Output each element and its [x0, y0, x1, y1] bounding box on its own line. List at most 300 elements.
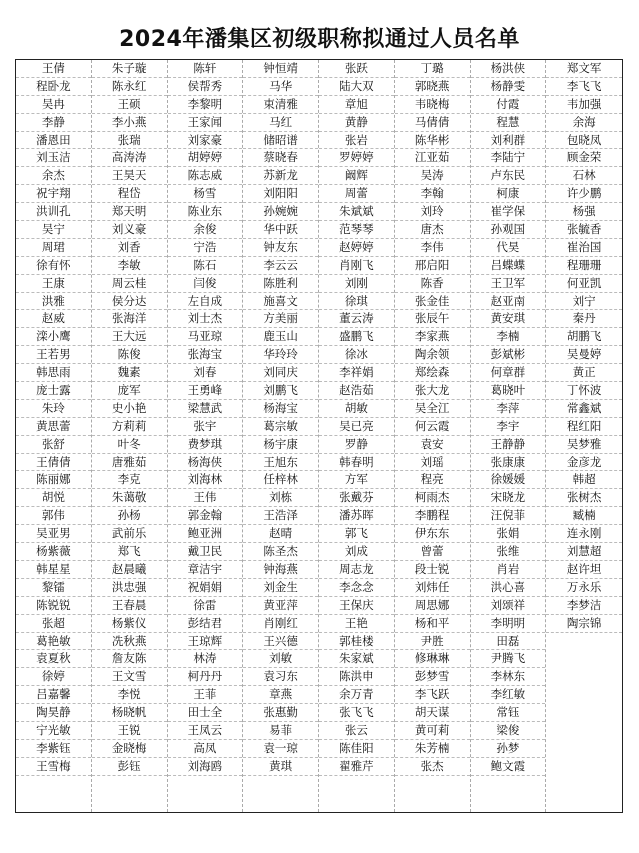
name-cell: 黄亚萍	[243, 597, 318, 615]
name-cell: 刘玲	[395, 203, 470, 221]
name-cell: 刘海林	[168, 471, 243, 489]
name-column	[168, 60, 244, 812]
name-cell: 储昭谱	[243, 132, 318, 150]
name-cell: 罗婷婷	[319, 149, 394, 167]
name-cell: 郭晓燕	[395, 78, 470, 96]
name-cell: 伊东东	[395, 525, 470, 543]
name-cell: 柯雨杰	[395, 489, 470, 507]
name-cell: 李云云	[243, 257, 318, 275]
name-cell: 张宇	[168, 418, 243, 436]
name-cell: 李悦	[92, 686, 167, 704]
name-cell: 刘鹏飞	[243, 382, 318, 400]
name-cell: 葛宗敏	[243, 418, 318, 436]
name-cell: 余海	[546, 114, 622, 132]
name-cell: 尹腾飞	[471, 650, 546, 668]
name-cell: 杨紫仪	[92, 615, 167, 633]
name-cell: 张康康	[471, 454, 546, 472]
name-cell: 唐雅茹	[92, 454, 167, 472]
name-cell: 李念念	[319, 579, 394, 597]
name-cell: 余万青	[319, 686, 394, 704]
name-cell: 蔡晓春	[243, 149, 318, 167]
name-cell: 陈胜利	[243, 275, 318, 293]
name-cell: 吴冉	[16, 96, 91, 114]
name-cell: 修琳琳	[395, 650, 470, 668]
name-cell: 郭伟	[16, 507, 91, 525]
name-cell: 吴梦雅	[546, 436, 622, 454]
name-cell: 李萍	[471, 400, 546, 418]
name-cell: 束清雅	[243, 96, 318, 114]
name-cell: 张树杰	[546, 489, 622, 507]
name-cell: 杨紫薇	[16, 543, 91, 561]
name-cell: 杨海宝	[243, 400, 318, 418]
name-cell: 陈石	[168, 257, 243, 275]
name-column	[319, 60, 395, 812]
name-cell: 刘刚	[319, 275, 394, 293]
name-cell: 刘瑶	[395, 454, 470, 472]
name-cell: 郭桂楼	[319, 633, 394, 651]
name-cell: 梁慧武	[168, 400, 243, 418]
name-cell: 鲍亚洲	[168, 525, 243, 543]
name-cell: 黄思蕾	[16, 418, 91, 436]
name-cell: 易菲	[243, 722, 318, 740]
name-cell: 张海洋	[92, 310, 167, 328]
name-cell: 金彦龙	[546, 454, 622, 472]
name-cell: 钟恒靖	[243, 60, 318, 78]
name-column	[243, 60, 319, 812]
name-cell: 程亮	[395, 471, 470, 489]
name-cell: 彭梦雪	[395, 668, 470, 686]
name-list-table	[15, 59, 623, 813]
name-cell: 崔学保	[471, 203, 546, 221]
name-cell: 韦加强	[546, 96, 622, 114]
name-cell: 王若男	[16, 346, 91, 364]
name-cell: 高凤	[168, 740, 243, 758]
name-cell: 陈佳阳	[319, 740, 394, 758]
name-cell: 张云	[319, 722, 394, 740]
name-cell: 刘慧超	[546, 543, 622, 561]
name-cell: 刘玉洁	[16, 149, 91, 167]
name-cell: 刘同庆	[243, 364, 318, 382]
name-cell: 张戴芬	[319, 489, 394, 507]
name-cell: 杨宇康	[243, 436, 318, 454]
name-cell: 丁怀波	[546, 382, 622, 400]
name-cell: 王家闻	[168, 114, 243, 132]
name-cell: 肖刚红	[243, 615, 318, 633]
name-cell: 胡鹏飞	[546, 328, 622, 346]
name-cell: 郑天明	[92, 203, 167, 221]
name-cell: 何章群	[471, 364, 546, 382]
name-cell: 李紫钰	[16, 740, 91, 758]
name-cell: 程慧	[471, 114, 546, 132]
name-cell: 董云涛	[319, 310, 394, 328]
name-cell: 华玲玲	[243, 346, 318, 364]
name-cell: 盛鹏飞	[319, 328, 394, 346]
name-cell: 王文雪	[92, 668, 167, 686]
name-cell: 徐琪	[319, 293, 394, 311]
name-cell: 刘家豪	[168, 132, 243, 150]
name-cell: 陈香	[395, 275, 470, 293]
name-cell: 洪心喜	[471, 579, 546, 597]
name-cell: 徐媛媛	[471, 471, 546, 489]
name-cell: 张舒	[16, 436, 91, 454]
name-cell: 葛艳敏	[16, 633, 91, 651]
name-cell: 朱芳楠	[395, 740, 470, 758]
name-cell: 吕嘉馨	[16, 686, 91, 704]
name-column	[546, 60, 622, 812]
name-cell: 李飞跃	[395, 686, 470, 704]
name-cell: 吴宁	[16, 221, 91, 239]
name-cell: 张海宝	[168, 346, 243, 364]
name-cell: 阚辉	[319, 167, 394, 185]
name-cell: 赵许坦	[546, 561, 622, 579]
name-cell: 何云霞	[395, 418, 470, 436]
name-cell: 刘利群	[471, 132, 546, 150]
name-cell: 陆大双	[319, 78, 394, 96]
name-cell: 徐有怀	[16, 257, 91, 275]
name-cell: 罗静	[319, 436, 394, 454]
name-cell: 李黎明	[168, 96, 243, 114]
name-cell: 王琼辉	[168, 633, 243, 651]
name-cell: 戴卫民	[168, 543, 243, 561]
name-column	[92, 60, 168, 812]
name-cell: 杨海侠	[168, 454, 243, 472]
name-cell: 王旭东	[243, 454, 318, 472]
name-cell: 周云桂	[92, 275, 167, 293]
name-cell: 杨雪	[168, 185, 243, 203]
name-cell: 陈轩	[168, 60, 243, 78]
name-cell: 肖刚飞	[319, 257, 394, 275]
name-cell: 滦小鹰	[16, 328, 91, 346]
name-cell: 陶宗锦	[546, 615, 622, 633]
name-cell: 朱子璇	[92, 60, 167, 78]
name-cell: 连永刚	[546, 525, 622, 543]
name-cell: 胡敏	[319, 400, 394, 418]
name-cell: 黄安琪	[471, 310, 546, 328]
name-cell: 彭钰	[92, 758, 167, 776]
name-cell: 吴全江	[395, 400, 470, 418]
name-cell: 潘恩田	[16, 132, 91, 150]
name-cell: 李克	[92, 471, 167, 489]
name-cell: 黄正	[546, 364, 622, 382]
name-cell: 许少鹏	[546, 185, 622, 203]
name-cell: 顾金荣	[546, 149, 622, 167]
name-cell: 钟友东	[243, 239, 318, 257]
name-cell: 郑绘森	[395, 364, 470, 382]
name-cell: 费梦琪	[168, 436, 243, 454]
name-cell: 洪忠强	[92, 579, 167, 597]
name-cell: 张飞飞	[319, 704, 394, 722]
name-cell: 赵晨曦	[92, 561, 167, 579]
name-cell: 陈锐锐	[16, 597, 91, 615]
name-cell: 刘炜任	[395, 579, 470, 597]
name-cell: 李楠	[471, 328, 546, 346]
name-cell: 刘成	[319, 543, 394, 561]
name-cell: 杨静雯	[471, 78, 546, 96]
name-cell: 刘敏	[243, 650, 318, 668]
name-cell: 李明明	[471, 615, 546, 633]
name-cell: 杨和平	[395, 615, 470, 633]
name-cell: 陶余领	[395, 346, 470, 364]
name-cell: 马华	[243, 78, 318, 96]
name-cell: 章洁宇	[168, 561, 243, 579]
name-cell: 李鹏程	[395, 507, 470, 525]
name-cell: 赵婷婷	[319, 239, 394, 257]
name-cell: 程珊珊	[546, 257, 622, 275]
name-cell: 李静	[16, 114, 91, 132]
name-cell: 王春晨	[92, 597, 167, 615]
name-cell: 石林	[546, 167, 622, 185]
name-cell: 孙观国	[471, 221, 546, 239]
name-cell: 胡婷婷	[168, 149, 243, 167]
name-cell: 王硕	[92, 96, 167, 114]
name-cell: 余俊	[168, 221, 243, 239]
name-cell: 袁安	[395, 436, 470, 454]
name-cell: 刘海鸥	[168, 758, 243, 776]
name-cell: 王倩	[16, 60, 91, 78]
name-cell: 徐婷	[16, 668, 91, 686]
name-cell: 王倩倩	[16, 454, 91, 472]
name-cell: 张金佳	[395, 293, 470, 311]
name-cell: 左自成	[168, 293, 243, 311]
name-cell: 马红	[243, 114, 318, 132]
name-cell: 周思娜	[395, 597, 470, 615]
name-cell: 尹胜	[395, 633, 470, 651]
name-cell: 梁俊	[471, 722, 546, 740]
name-cell: 张跃	[319, 60, 394, 78]
name-cell: 陈志威	[168, 167, 243, 185]
name-cell: 李飞飞	[546, 78, 622, 96]
name-cell: 段士锐	[395, 561, 470, 579]
name-cell: 赵威	[16, 310, 91, 328]
name-cell: 陈业东	[168, 203, 243, 221]
name-cell: 庞军	[92, 382, 167, 400]
name-cell: 周珺	[16, 239, 91, 257]
name-cell: 王艳	[319, 615, 394, 633]
name-cell: 武前乐	[92, 525, 167, 543]
name-column	[16, 60, 92, 812]
name-cell: 韩思雨	[16, 364, 91, 382]
name-cell: 朱玲	[16, 400, 91, 418]
name-cell: 黄静	[319, 114, 394, 132]
name-cell: 鲍文霞	[471, 758, 546, 776]
name-cell: 徐雷	[168, 597, 243, 615]
name-cell: 王保庆	[319, 597, 394, 615]
name-cell: 王浩泽	[243, 507, 318, 525]
name-cell: 宋晓龙	[471, 489, 546, 507]
name-cell: 赵浩茹	[319, 382, 394, 400]
name-cell: 侯分达	[92, 293, 167, 311]
name-cell: 方美丽	[243, 310, 318, 328]
name-cell: 汪倪菲	[471, 507, 546, 525]
name-cell: 唐杰	[395, 221, 470, 239]
name-cell: 宁浩	[168, 239, 243, 257]
name-cell: 王勇峰	[168, 382, 243, 400]
name-cell: 李陆宁	[471, 149, 546, 167]
name-cell: 李林东	[471, 668, 546, 686]
name-cell: 卢东民	[471, 167, 546, 185]
name-cell: 华中跃	[243, 221, 318, 239]
name-cell: 袁习东	[243, 668, 318, 686]
name-cell: 肖岩	[471, 561, 546, 579]
name-cell: 冼秋燕	[92, 633, 167, 651]
name-cell: 詹友陈	[92, 650, 167, 668]
name-cell: 袁一琼	[243, 740, 318, 758]
name-cell: 洪雅	[16, 293, 91, 311]
name-cell: 包晓凤	[546, 132, 622, 150]
name-cell: 张辰午	[395, 310, 470, 328]
name-cell: 高涛涛	[92, 149, 167, 167]
name-cell: 彭结君	[168, 615, 243, 633]
name-cell: 郭金翰	[168, 507, 243, 525]
name-cell: 郑飞	[92, 543, 167, 561]
name-cell: 韩超	[546, 471, 622, 489]
name-cell: 杨晓帆	[92, 704, 167, 722]
name-cell: 刘宁	[546, 293, 622, 311]
name-cell: 田士全	[168, 704, 243, 722]
name-cell: 周志龙	[319, 561, 394, 579]
name-cell: 苏新龙	[243, 167, 318, 185]
name-cell: 祝娟娟	[168, 579, 243, 597]
name-cell: 刘金生	[243, 579, 318, 597]
name-cell: 张毓香	[546, 221, 622, 239]
name-cell: 袁夏秋	[16, 650, 91, 668]
name-cell: 金晓梅	[92, 740, 167, 758]
name-cell: 李祥娟	[319, 364, 394, 382]
name-cell: 马亚琼	[168, 328, 243, 346]
name-cell: 葛晓叶	[471, 382, 546, 400]
name-cell: 施喜文	[243, 293, 318, 311]
name-cell: 李红敏	[471, 686, 546, 704]
name-cell: 朱家斌	[319, 650, 394, 668]
name-cell: 李小燕	[92, 114, 167, 132]
name-cell: 孙梦	[471, 740, 546, 758]
name-cell: 宁光敏	[16, 722, 91, 740]
name-cell: 孙婉婉	[243, 203, 318, 221]
name-cell: 臧楠	[546, 507, 622, 525]
name-cell: 柯康	[471, 185, 546, 203]
name-cell: 程卧龙	[16, 78, 91, 96]
name-cell: 刘义豪	[92, 221, 167, 239]
name-cell: 林涛	[168, 650, 243, 668]
name-cell: 陶昊静	[16, 704, 91, 722]
name-cell: 陈洪申	[319, 668, 394, 686]
name-cell: 张瑞	[92, 132, 167, 150]
name-cell: 方莉莉	[92, 418, 167, 436]
name-cell: 黎镭	[16, 579, 91, 597]
name-cell: 李伟	[395, 239, 470, 257]
name-cell: 韩星星	[16, 561, 91, 579]
name-cell: 王菲	[168, 686, 243, 704]
name-cell: 魏素	[92, 364, 167, 382]
name-cell: 洪训孔	[16, 203, 91, 221]
name-cell: 彭斌彬	[471, 346, 546, 364]
name-cell: 方军	[319, 471, 394, 489]
name-cell: 胡悦	[16, 489, 91, 507]
name-cell: 李敏	[92, 257, 167, 275]
name-cell: 柯丹丹	[168, 668, 243, 686]
name-cell: 史小艳	[92, 400, 167, 418]
name-cell: 王大远	[92, 328, 167, 346]
name-cell: 代昊	[471, 239, 546, 257]
name-cell: 陈华彬	[395, 132, 470, 150]
name-cell: 陈永红	[92, 78, 167, 96]
name-cell: 丁璐	[395, 60, 470, 78]
name-column	[471, 60, 547, 812]
name-cell: 侯帮秀	[168, 78, 243, 96]
name-cell: 王康	[16, 275, 91, 293]
name-cell: 王静静	[471, 436, 546, 454]
name-cell: 吴亚男	[16, 525, 91, 543]
name-cell: 崔治国	[546, 239, 622, 257]
name-cell: 孙杨	[92, 507, 167, 525]
name-cell: 张娟	[471, 525, 546, 543]
name-cell: 陈丽娜	[16, 471, 91, 489]
name-cell: 祝宇翔	[16, 185, 91, 203]
name-cell: 王昊天	[92, 167, 167, 185]
name-cell: 马倩倩	[395, 114, 470, 132]
name-cell: 张超	[16, 615, 91, 633]
name-cell: 李梦洁	[546, 597, 622, 615]
name-cell: 翟雅芹	[319, 758, 394, 776]
name-cell: 江亚茹	[395, 149, 470, 167]
name-cell: 庞士露	[16, 382, 91, 400]
name-cell: 王凤云	[168, 722, 243, 740]
name-cell: 胡天谋	[395, 704, 470, 722]
name-cell: 程岱	[92, 185, 167, 203]
name-cell: 章燕	[243, 686, 318, 704]
name-cell: 吴涛	[395, 167, 470, 185]
name-cell: 赵晴	[243, 525, 318, 543]
name-cell: 叶冬	[92, 436, 167, 454]
name-cell: 邢启阳	[395, 257, 470, 275]
name-cell: 余杰	[16, 167, 91, 185]
name-cell: 曾蕾	[395, 543, 470, 561]
name-cell: 张惠勤	[243, 704, 318, 722]
name-cell: 周蕾	[319, 185, 394, 203]
name-cell: 吴已亮	[319, 418, 394, 436]
name-cell: 鹿玉山	[243, 328, 318, 346]
name-cell: 付霞	[471, 96, 546, 114]
name-cell: 王卫军	[471, 275, 546, 293]
name-cell: 常鑫斌	[546, 400, 622, 418]
name-cell: 韦晓梅	[395, 96, 470, 114]
name-cell: 潘苏晖	[319, 507, 394, 525]
name-cell: 王伟	[168, 489, 243, 507]
name-cell: 郑文军	[546, 60, 622, 78]
name-cell: 黄琪	[243, 758, 318, 776]
name-cell: 程红阳	[546, 418, 622, 436]
name-cell: 刘阳阳	[243, 185, 318, 203]
name-cell: 朱蔼敬	[92, 489, 167, 507]
name-cell: 黄可莉	[395, 722, 470, 740]
name-cell: 田磊	[471, 633, 546, 651]
name-cell: 刘香	[92, 239, 167, 257]
name-cell: 杨洪侠	[471, 60, 546, 78]
name-cell: 王锐	[92, 722, 167, 740]
name-cell: 秦丹	[546, 310, 622, 328]
page-title: 2024年潘集区初级职称拟通过人员名单	[119, 27, 520, 52]
name-cell: 赵亚南	[471, 293, 546, 311]
name-column	[395, 60, 471, 812]
name-cell: 徐冰	[319, 346, 394, 364]
name-cell: 郭飞	[319, 525, 394, 543]
name-cell: 吕蝶蝶	[471, 257, 546, 275]
name-cell: 张大龙	[395, 382, 470, 400]
name-cell: 李翰	[395, 185, 470, 203]
name-cell: 张杰	[395, 758, 470, 776]
name-cell: 陈俊	[92, 346, 167, 364]
name-cell: 闫俊	[168, 275, 243, 293]
